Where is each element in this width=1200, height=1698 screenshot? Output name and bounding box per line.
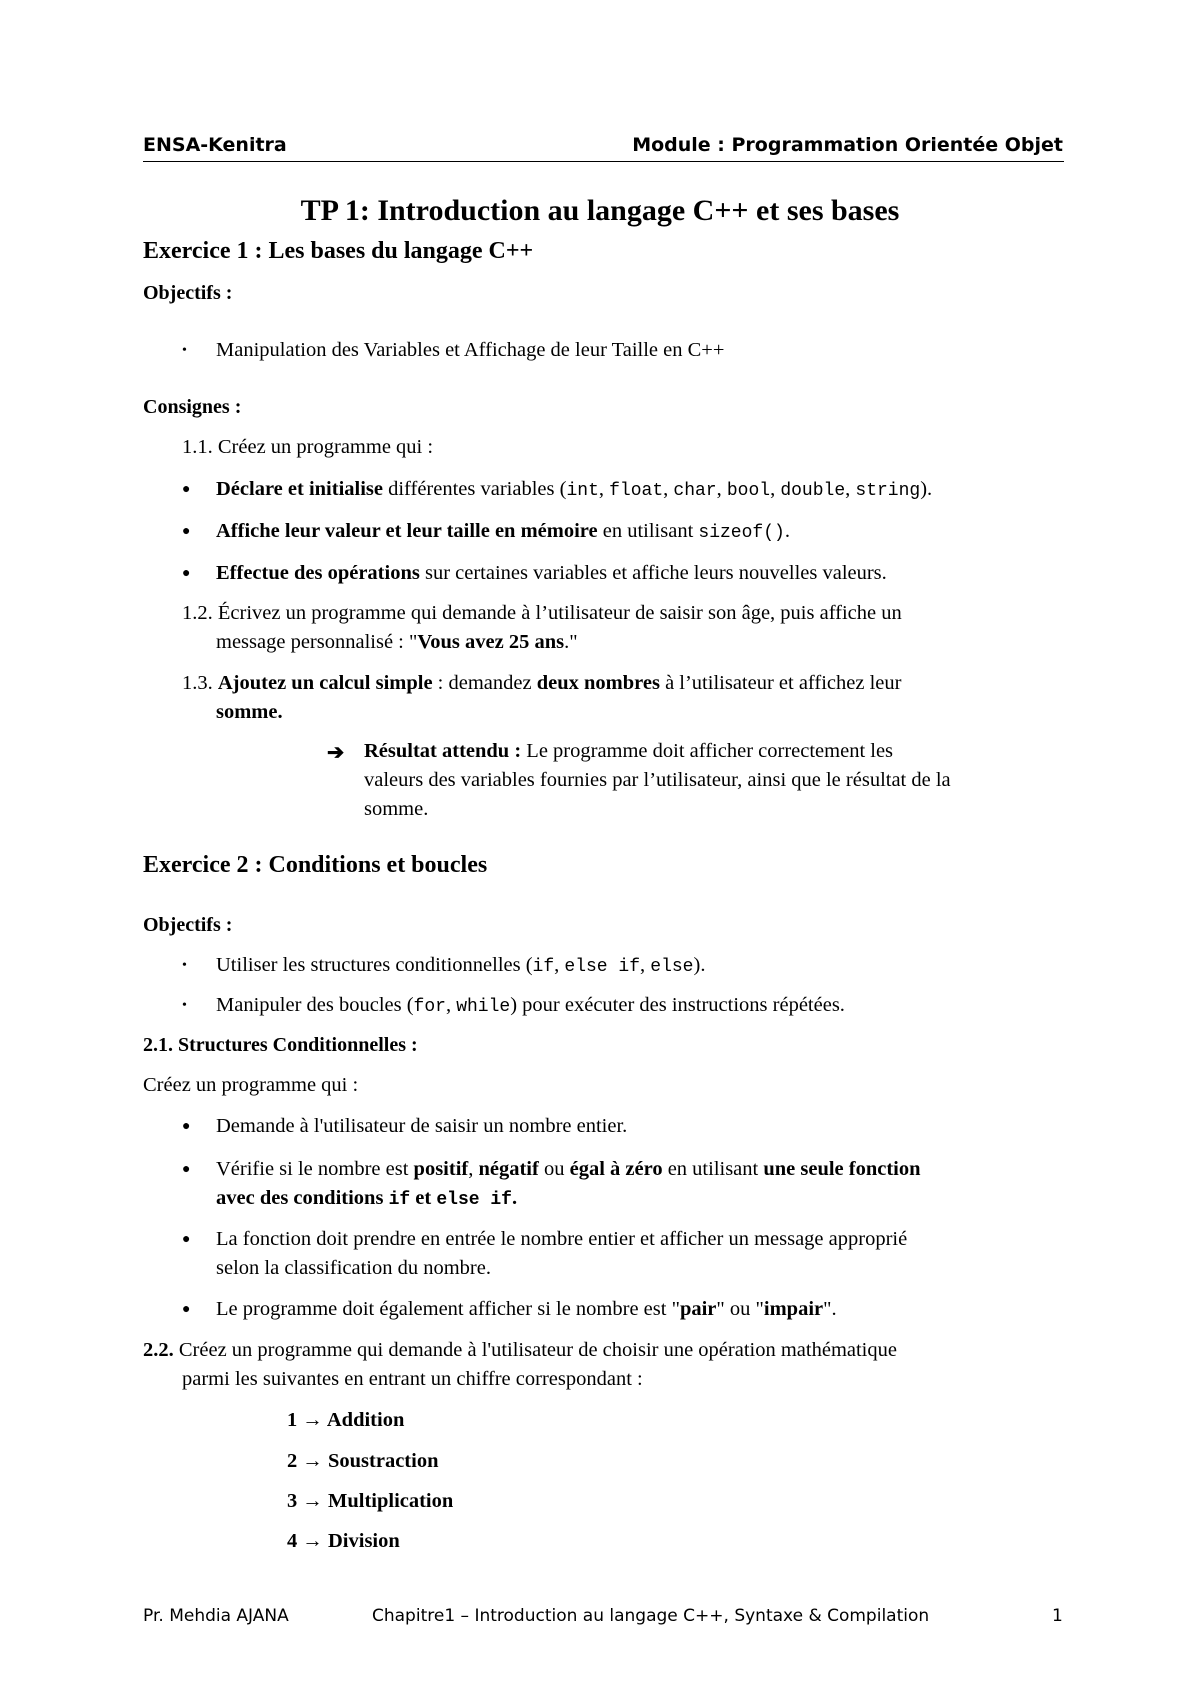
text: Vérifie si le nombre est (216, 1158, 414, 1180)
text: Le programme doit afficher correctement les (521, 740, 894, 762)
text: sur certaines variables et affiche leurs nouvelles valeurs. (419, 562, 887, 584)
bold-text: négatif (478, 1158, 539, 1180)
ex1-bullet-affiche (216, 520, 790, 543)
bold-text: Résultat attendu : (364, 740, 522, 762)
code-while: while (456, 997, 511, 1017)
text: en utilisant (662, 1158, 764, 1180)
ex1-consigne-1-1: 1.1. Créez un programme qui : (182, 436, 434, 458)
text: ou (538, 1158, 570, 1180)
text: ). (693, 954, 706, 976)
footer-chapter: Chapitre1 – Introduction au langage C++, Syntaxe & Compilation (372, 1606, 930, 1626)
text: . (511, 1187, 518, 1209)
ex1-result-line2: valeurs des variables fournies par l’utilisateur, ainsi que le résultat de la (364, 769, 951, 791)
text: Manipuler des boucles ( (216, 994, 414, 1016)
text: à l’utilisateur et affichez leur (659, 672, 902, 694)
code-float: float (609, 481, 664, 501)
header-institution: ENSA-Kenitra (143, 134, 287, 156)
ex2-bullet-fonction-line2: selon la classification du nombre. (216, 1257, 491, 1279)
text: ) pour exécuter des instructions répétées. (510, 994, 845, 1016)
text: message personnalisé : " (216, 631, 418, 653)
text: Créez un programme qui demande à l'utilisateur de choisir une opération mathématique (173, 1339, 897, 1361)
ex1-objectif-1: Manipulation des Variables et Affichage de leur Taille en C++ (216, 339, 725, 361)
bullet-icon: • (182, 998, 187, 1013)
exercise-1-heading: Exercice 1 : Les bases du langage C++ (143, 238, 534, 264)
code-int: int (566, 481, 599, 501)
text: . (784, 520, 790, 542)
ex1-consignes-label: Consignes : (143, 396, 242, 418)
arrow-right-icon: ➔ (327, 742, 345, 764)
ex2-objectif-2: Manipuler des boucles (for, while) pour exécuter des instructions répétées. (216, 994, 845, 1017)
ex2-section-2-2-line1 (143, 1339, 897, 1362)
bold-text: Affiche leur valeur et leur taille en mémoire (216, 520, 598, 542)
code-for: for (413, 997, 446, 1017)
code-string: string (855, 481, 921, 501)
text: Le programme doit également afficher si le nombre est " (216, 1298, 680, 1320)
ex1-consigne-1-2-line1: 1.2. Écrivez un programme qui demande à l’utilisateur de saisir son âge, puis affiche un (182, 602, 902, 624)
ex1-objectifs-label: Objectifs : (143, 282, 233, 304)
bold-text: deux nombres (536, 672, 660, 694)
code-bool: bool (726, 481, 771, 501)
bullet-icon: • (182, 343, 187, 358)
bold-text: égal à zéro (569, 1158, 663, 1180)
header-divider (143, 161, 1064, 162)
code-char: char (673, 481, 717, 501)
ex1-consigne-1-2-line2 (216, 631, 578, 654)
text: : demandez (432, 672, 537, 694)
ex1-result-line1 (364, 740, 893, 763)
bold-text: Effectue des opérations (216, 562, 420, 584)
text: " ou " (716, 1298, 764, 1320)
ex2-section-2-2-line2: parmi les suivantes en entrant un chiffre correspondant : (182, 1368, 643, 1390)
exercise-2-heading: Exercice 2 : Conditions et boucles (143, 852, 488, 878)
ex2-bullet-fonction-line1: La fonction doit prendre en entrée le nombre entier et afficher un message approprié (216, 1228, 908, 1250)
bold-text: Ajoutez un calcul simple (217, 672, 433, 694)
ex2-bullet-demande: Demande à l'utilisateur de saisir un nombre entier. (216, 1115, 628, 1137)
ex2-section-2-1-intro: Créez un programme qui : (143, 1074, 359, 1096)
bullet-icon: ● (182, 1119, 191, 1134)
header-module: Module : Programmation Orientée Objet (632, 134, 1063, 156)
bullet-icon: ● (182, 482, 191, 497)
ex2-objectif-1: Utiliser les structures conditionnelles (if, else if, else). (216, 954, 706, 977)
bullet-icon: ● (182, 1302, 191, 1317)
bullet-icon: ● (182, 1232, 191, 1247)
document-title: TP 1: Introduction au langage C++ et ses bases (300, 194, 900, 227)
bold-text: impair (763, 1298, 824, 1320)
bold-text: positif (413, 1158, 469, 1180)
text: avec des conditions (216, 1187, 389, 1209)
ex2-objectifs-label: Objectifs : (143, 914, 233, 936)
code-sizeof: sizeof() (698, 523, 785, 543)
ex1-bullet-effectue (216, 562, 887, 585)
ex2-section-2-1-label: 2.1. Structures Conditionnelles : (143, 1034, 418, 1056)
ex1-consigne-1-3-line2: somme. (216, 701, 283, 723)
bullet-icon: ● (182, 566, 191, 581)
code-if: if (388, 1190, 411, 1210)
bold-text: pair (679, 1298, 717, 1320)
text: en utilisant (597, 520, 699, 542)
code-else: else (650, 957, 694, 977)
bold-text: Vous avez 25 ans (417, 631, 565, 653)
text: différentes variables ( (382, 478, 567, 500)
ex2-bullet-pair-impair (216, 1298, 837, 1321)
bullet-icon: • (182, 958, 187, 973)
text: ). (920, 478, 933, 500)
operation-multiplication: 3 → Multiplication (287, 1490, 454, 1512)
bold-text: 2.2. (143, 1339, 174, 1361)
text: et (410, 1187, 437, 1209)
operation-addition: 1 → Addition (287, 1409, 405, 1431)
ex2-bullet-verifie-line1 (216, 1158, 921, 1181)
footer-author: Pr. Mehdia AJANA (143, 1606, 289, 1626)
text: 1.3. (182, 672, 218, 694)
text: , (468, 1158, 479, 1180)
code-else-if: else if (564, 957, 641, 977)
code-else-if: else if (436, 1190, 512, 1210)
page-header (143, 134, 1063, 164)
ex1-consigne-1-3-line1 (182, 672, 901, 695)
bold-text: Déclare et initialise (216, 478, 383, 500)
text: ." (564, 631, 578, 653)
operation-soustraction: 2 → Soustraction (287, 1450, 439, 1472)
text: Utiliser les structures conditionnelles ( (216, 954, 533, 976)
ex1-result-line3: somme. (364, 798, 429, 820)
ex2-bullet-verifie-line2 (216, 1187, 517, 1210)
operation-division: 4 → Division (287, 1530, 400, 1552)
code-if: if (532, 957, 555, 977)
text: ". (823, 1298, 837, 1320)
bullet-icon: ● (182, 524, 191, 539)
code-double: double (780, 481, 846, 501)
ex1-bullet-declare: Déclare et initialise différentes variables (int, float, char, bool, double, string). (216, 478, 933, 501)
bold-text: une seule fonction (763, 1158, 921, 1180)
footer-page-number: 1 (1052, 1606, 1063, 1626)
bullet-icon: ● (182, 1162, 191, 1177)
